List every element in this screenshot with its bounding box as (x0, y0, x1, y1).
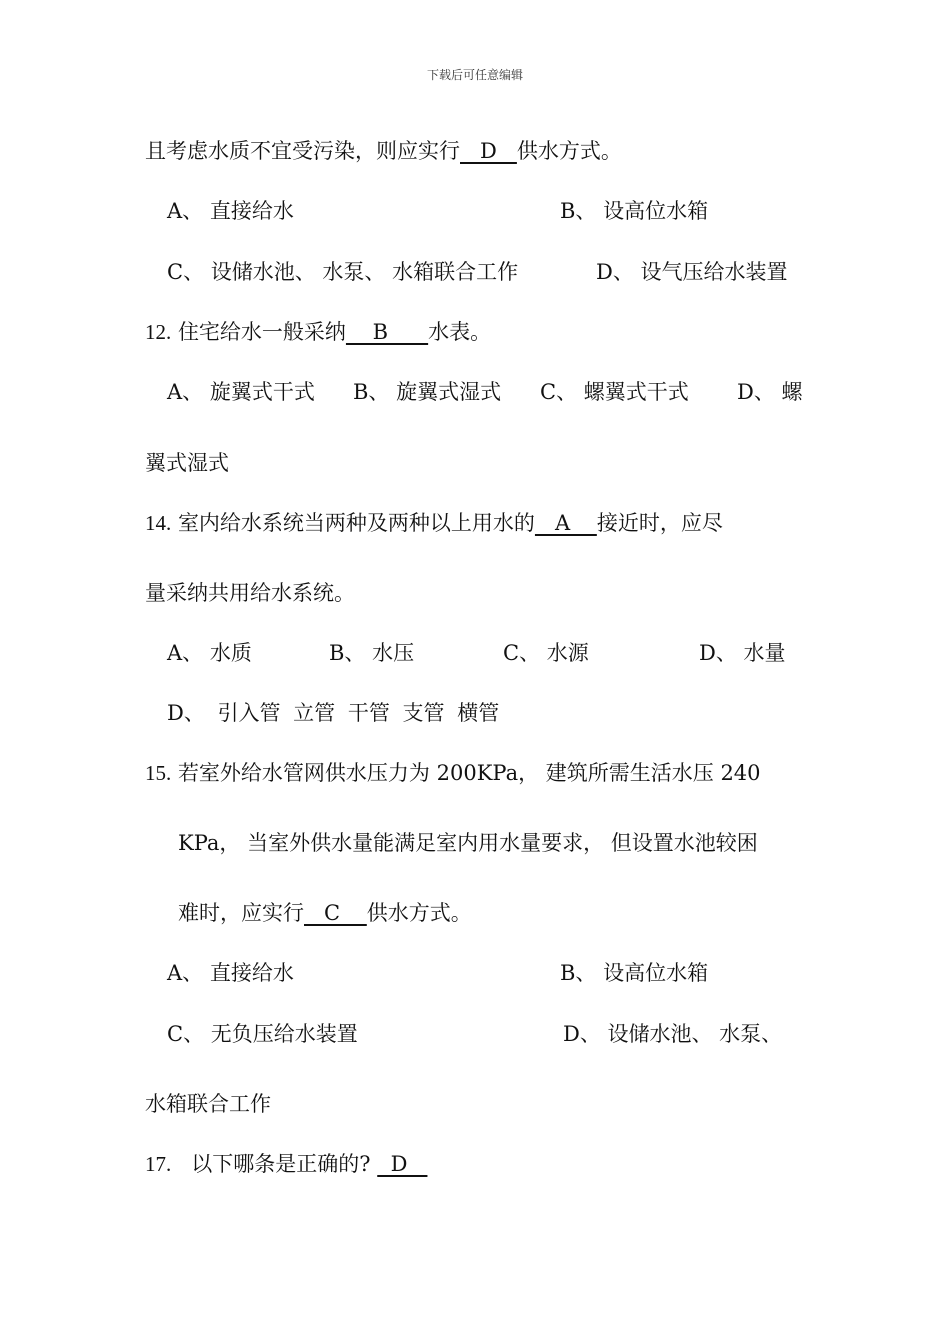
q14-continuation: 量采纳共用给水系统。 (145, 581, 355, 605)
q12-number: 12. (145, 320, 172, 344)
q14-answer: A (534, 511, 597, 535)
q11-option-d: D、 设气压给水装置 (596, 260, 788, 284)
q14-text-post: 接近时，应尽 (596, 511, 723, 535)
q15-number: 15. (145, 761, 172, 785)
q14-text-pre: 室内给水系统当两种及两种以上用水的 (177, 511, 535, 535)
q12-text-pre: 住宅给水一般采纳 (177, 320, 346, 344)
q17-text: 以下哪条是正确的? (191, 1152, 371, 1176)
q12-option-b: B、 旋翼式湿式 (353, 380, 502, 404)
q12-text-post: 水表。 (428, 320, 492, 344)
q14-extra-option: D、 引入管 立管 干管 支管 横管 (167, 701, 500, 725)
q15-answer: C (304, 901, 367, 925)
q15-text-line1: 若室外给水管网供水压力为 200KPa， 建筑所需生活水压 240 (177, 761, 761, 785)
q14-option-a: A、 水质 (167, 641, 252, 665)
q11-option-b: B、 设高位水箱 (560, 199, 709, 223)
q15-text-post: 供水方式。 (366, 901, 472, 925)
page-header: 下载后可任意编辑 (426, 68, 523, 82)
q12-question (145, 318, 491, 346)
q14-option-c: C、 水源 (503, 641, 589, 665)
q17-number: 17. (145, 1152, 172, 1176)
q11-option-c: C、 设储水池、 水泵、 水箱联合工作 (167, 260, 519, 284)
q12-option-c: C、 螺翼式干式 (540, 380, 689, 404)
q11-continuation (145, 137, 622, 165)
q15-question-line1 (145, 759, 761, 787)
q11-text-post: 供水方式。 (516, 139, 622, 163)
q14-question (145, 509, 723, 537)
q17-question (145, 1150, 427, 1178)
q14-option-b: B、 水压 (329, 641, 415, 665)
q15-text-pre: 难时，应实行 (178, 901, 304, 925)
q15-option-d: D、 设储水池、 水泵、 (563, 1022, 783, 1046)
q17-answer: D (377, 1152, 428, 1176)
q14-option-d: D、 水量 (699, 641, 786, 665)
q15-option-b: B、 设高位水箱 (560, 961, 709, 985)
q15-question-line3 (178, 899, 472, 927)
q12-option-a: A、 旋翼式干式 (167, 380, 315, 404)
q12-answer: B (345, 320, 429, 344)
q15-option-d-continuation: 水箱联合工作 (145, 1092, 271, 1116)
q12-option-d: D、 螺 (737, 380, 803, 404)
q11-option-a: A、 直接给水 (167, 199, 294, 223)
q11-answer: D (460, 139, 517, 163)
q15-option-c: C、 无负压给水装置 (167, 1022, 358, 1046)
q14-number: 14. (145, 511, 172, 535)
q12-option-d-continuation: 翼式湿式 (145, 451, 229, 475)
q11-text-pre: 且考虑水质不宜受污染，则应实行 (145, 139, 460, 163)
q15-option-a: A、 直接给水 (167, 961, 294, 985)
q15-question-line2: KPa， 当室外供水量能满足室内用水量要求， 但设置水池较困 (178, 831, 758, 855)
